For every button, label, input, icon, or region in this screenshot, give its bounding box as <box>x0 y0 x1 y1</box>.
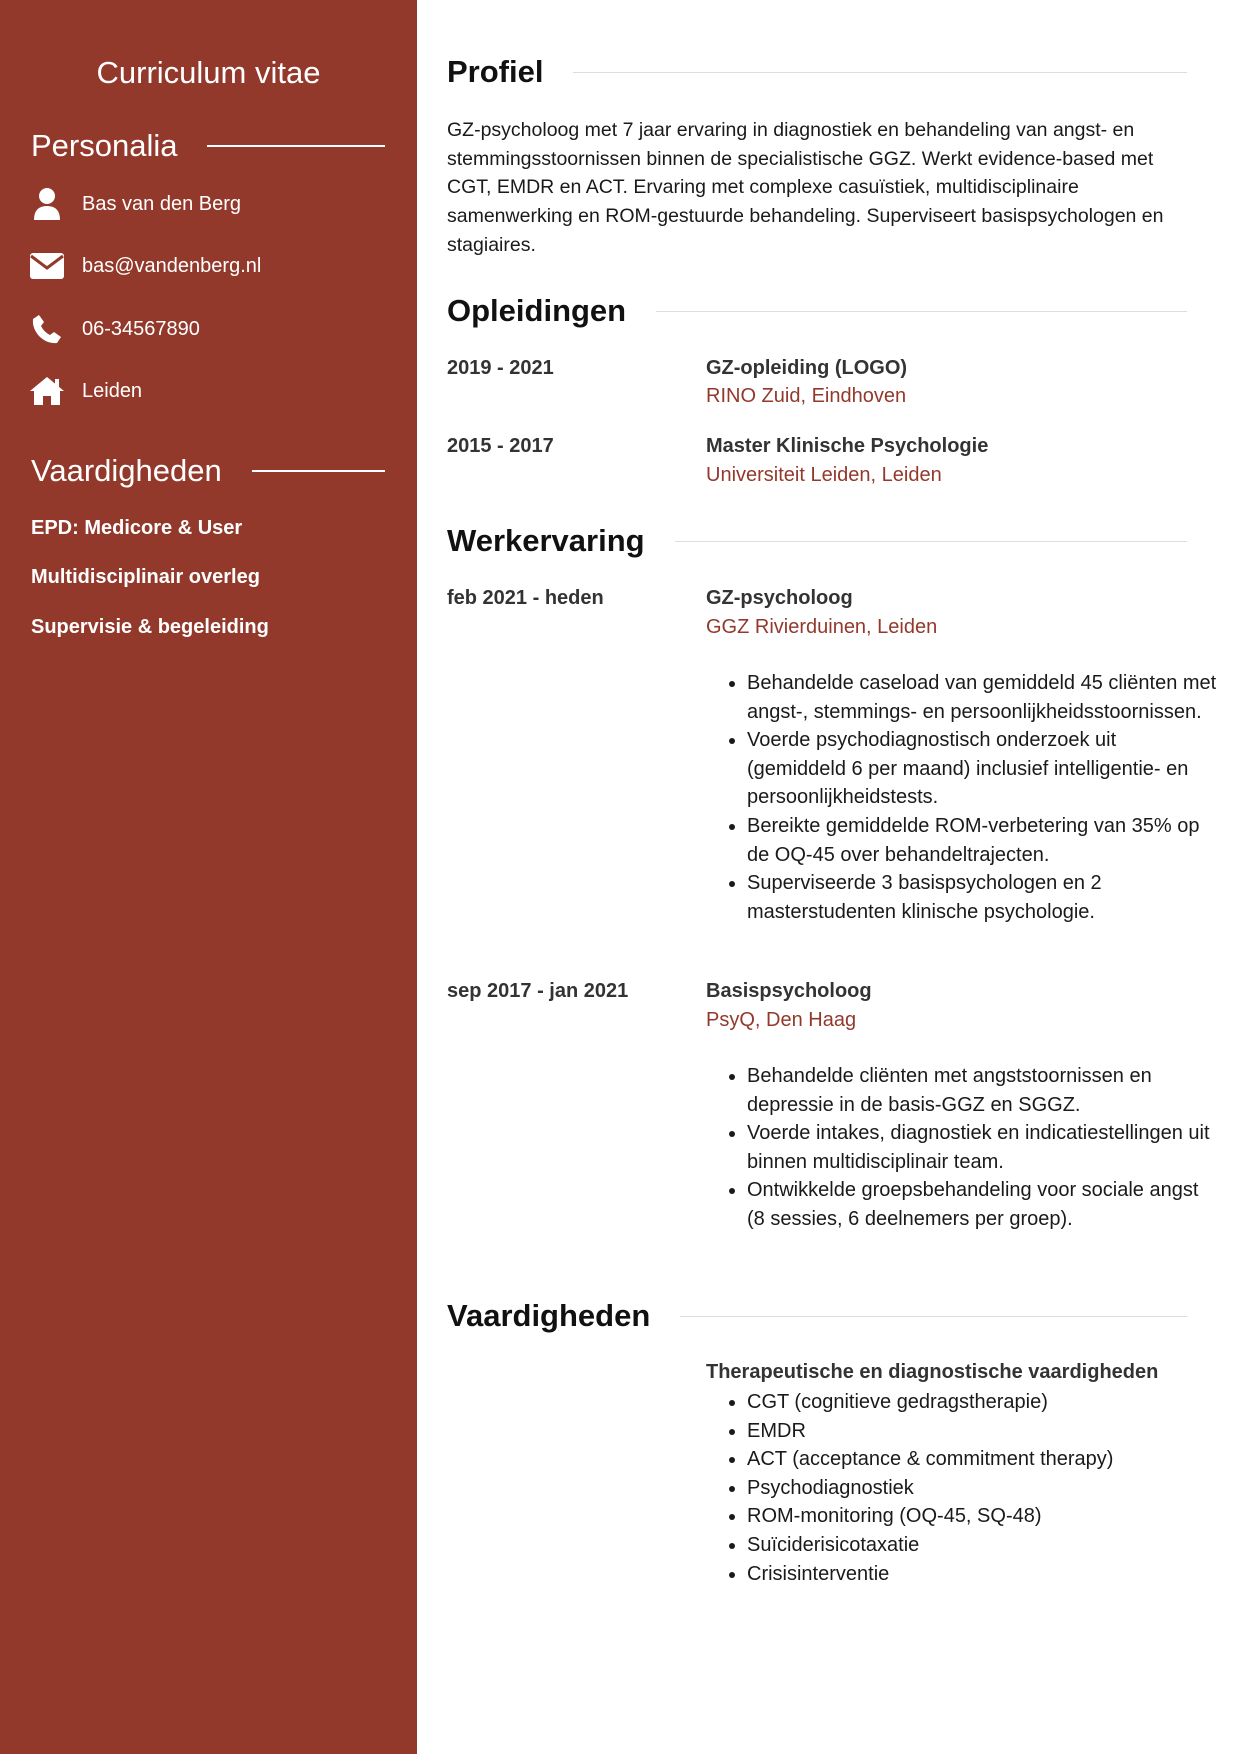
divider <box>207 145 385 147</box>
envelope-icon <box>29 248 65 284</box>
contact-location <box>29 373 142 409</box>
work-bullets <box>706 669 1217 926</box>
contact-phone-text[interactable]: 06-34567890 <box>82 317 200 340</box>
education-heading-row <box>447 291 1187 331</box>
work-date: feb 2021 - heden <box>447 587 604 609</box>
skill-item: • ACT (acceptance & commitment therapy) <box>747 1445 1217 1474</box>
work-org: GGZ Rivierduinen, Leiden <box>706 616 938 638</box>
contact-name <box>29 186 241 222</box>
personalia-heading: Personalia <box>31 128 178 163</box>
skill-item: • CGT (cognitieve gedragstherapie) <box>747 1388 1217 1417</box>
work-bullet: • Behandelde cliënten met angststoornissen en depressie in de basis-GGZ en SGGZ. <box>747 1062 1217 1119</box>
sidebar-skill: EPD: Medicore & User <box>31 517 243 539</box>
work-date: sep 2017 - jan 2021 <box>447 980 629 1002</box>
education-title: GZ-opleiding (LOGO) <box>706 357 908 379</box>
education-date: 2015 - 2017 <box>447 435 554 457</box>
divider <box>680 1316 1187 1317</box>
divider <box>573 72 1187 73</box>
work-bullets <box>706 1062 1217 1234</box>
sidebar-skill: Multidisciplinair overleg <box>31 566 260 588</box>
skill-item: • EMDR <box>747 1417 1217 1446</box>
person-icon <box>29 186 65 222</box>
education-heading: Opleidingen <box>447 293 627 328</box>
work-heading: Werkervaring <box>447 523 645 558</box>
skills-list <box>706 1388 1217 1588</box>
work-org: PsyQ, Den Haag <box>706 1009 857 1031</box>
skill-item: • Crisisinterventie <box>747 1560 1217 1589</box>
divider <box>675 541 1187 542</box>
sidebar <box>0 0 417 1754</box>
education-org: RINO Zuid, Eindhoven <box>706 385 907 407</box>
work-bullet: • Voerde intakes, diagnostiek en indicatiestellingen uit binnen multidisciplinair team. <box>747 1119 1217 1176</box>
sidebar-skill: Supervisie & begeleiding <box>31 616 269 638</box>
sidebar-skills-heading-row <box>31 451 385 491</box>
phone-icon <box>29 311 65 347</box>
sidebar-skills-heading: Vaardigheden <box>31 453 222 488</box>
contact-phone[interactable] <box>29 311 200 347</box>
education-title: Master Klinische Psychologie <box>706 435 989 457</box>
education-date: 2019 - 2021 <box>447 357 554 379</box>
work-bullet: • Ontwikkelde groepsbehandeling voor sociale angst (8 sessies, 6 deelnemers per groep). <box>747 1176 1217 1233</box>
profile-heading: Profiel <box>447 54 544 89</box>
skills-heading-row <box>447 1296 1187 1336</box>
personalia-heading-row <box>31 126 385 166</box>
work-heading-row <box>447 521 1187 561</box>
profile-heading-row <box>447 52 1187 92</box>
skill-item: • Psychodiagnostiek <box>747 1474 1217 1503</box>
contact-email[interactable] <box>29 248 261 284</box>
skills-heading: Vaardigheden <box>447 1298 651 1333</box>
profile-text: GZ-psycholoog met 7 jaar ervaring in diagnostiek en behandeling van angst- en stemmingsstoornissen binnen de specialistische GGZ. Werkt evidence-based met CGT, EMDR en ACT. Ervaring met complexe casuïstiek, multidisciplinaire samenwerking en ROM-gestuurde behandeling. Superviseert basispsychologen en stagiaires. <box>447 119 1164 256</box>
divider <box>252 470 385 472</box>
work-bullet: • Superviseerde 3 basispsychologen en 2 masterstudenten klinische psychologie. <box>747 869 1217 926</box>
skill-item: • Suïciderisicotaxatie <box>747 1531 1217 1560</box>
education-org: Universiteit Leiden, Leiden <box>706 464 942 486</box>
contact-name-text: Bas van den Berg <box>82 192 241 215</box>
contact-location-text: Leiden <box>82 379 143 402</box>
work-title: GZ-psycholoog <box>706 587 853 609</box>
skill-item: • ROM-monitoring (OQ-45, SQ-48) <box>747 1502 1217 1531</box>
divider <box>656 311 1187 312</box>
work-bullet: • Voerde psychodiagnostisch onderzoek uit (gemiddeld 6 per maand) inclusief intelligentie- en persoonlijkheidstests. <box>747 726 1217 812</box>
contact-email-text[interactable]: bas@vandenberg.nl <box>82 254 262 277</box>
skills-category: Therapeutische en diagnostische vaardigheden <box>706 1361 1159 1383</box>
cv-title: Curriculum vitae <box>96 55 321 90</box>
home-icon <box>29 373 65 409</box>
work-title: Basispsycholoog <box>706 980 872 1002</box>
work-bullet: • Behandelde caseload van gemiddeld 45 cliënten met angst-, stemmings- en persoonlijkheidsstoornissen. <box>747 669 1217 726</box>
work-bullet: • Bereikte gemiddelde ROM-verbetering van 35% op de OQ-45 over behandeltrajecten. <box>747 812 1217 869</box>
